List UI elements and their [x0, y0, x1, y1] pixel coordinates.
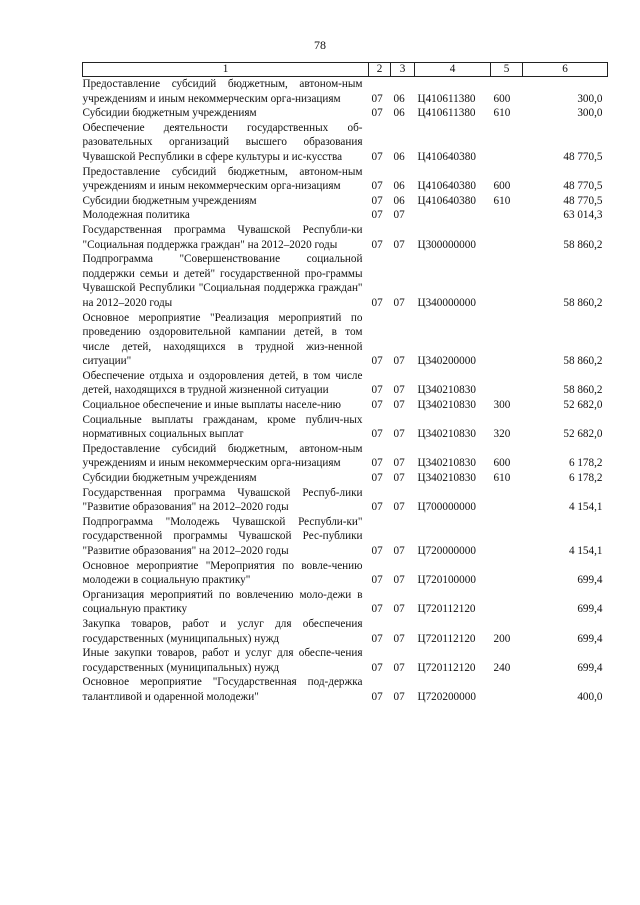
subsection-code: 07: [393, 384, 405, 397]
target-article-code: Ц340210830: [417, 399, 476, 412]
subsection-code: 07: [393, 632, 405, 645]
section-code: 07: [371, 194, 383, 207]
section-code: 07: [371, 632, 383, 645]
target-article-code: Ц410611380: [417, 92, 476, 105]
subsection-code: 07: [393, 399, 405, 412]
expense-type-code: [491, 311, 523, 369]
expense-type-code: 600: [493, 180, 511, 193]
table-header: [83, 63, 608, 77]
target-article-code: Ц340210830: [417, 428, 476, 441]
item-name: Подпрограмма "Совершенствование социальной поддержки семьи и детей" государственной про-граммы Чувашской Республики "Социальная поддержка граждан" на 2012–2020 годы: [82, 253, 363, 309]
amount: 4 154,1: [568, 545, 603, 557]
item-name: Организация мероприятий по вовлечению моло-дежи в социальную практику: [82, 588, 363, 616]
expense-type-code: [491, 208, 523, 223]
target-article-code: Ц340000000: [417, 296, 476, 309]
expense-type-code: [491, 486, 523, 515]
table-row: [83, 398, 608, 413]
expense-type-code: 610: [493, 194, 511, 207]
item-name: Закупка товаров, работ и услуг для обеспечения государственных (муниципальных) нужд: [82, 617, 363, 645]
column-header-1: 1: [83, 63, 369, 77]
table-row: [83, 588, 608, 617]
expense-type-code: [491, 223, 523, 252]
table-row: [83, 165, 608, 194]
item-name: Субсидии бюджетным учреждениям: [82, 107, 257, 120]
item-name: Социальные выплаты гражданам, кроме публич-ных нормативных социальных выплат: [82, 413, 363, 441]
column-header-3: 3: [391, 63, 415, 77]
amount: 699,4: [577, 603, 603, 616]
item-name: Иные закупки товаров, работ и услуг для обеспе-чения государственных (муниципальных) нужд: [82, 647, 363, 674]
item-name: Субсидии бюджетным учреждениям: [82, 194, 257, 207]
section-code: 07: [371, 428, 383, 441]
expense-type-code: 200: [493, 632, 511, 645]
item-name: Государственная программа Чувашской Республи-ки "Социальная поддержка граждан" на 2012–2020 годы: [82, 223, 363, 251]
subsection-code: 07: [393, 472, 405, 485]
amount: 48 770,5: [563, 194, 603, 207]
column-header-2: 2: [369, 63, 391, 77]
amount: 6 178,2: [568, 457, 603, 470]
target-article-code: Ц720112120: [417, 661, 476, 674]
section-code: 07: [371, 501, 383, 514]
table-row: [83, 559, 608, 588]
section-code: 07: [371, 355, 383, 368]
subsection-code: 07: [393, 661, 405, 674]
section-code: 07: [371, 661, 383, 674]
table-row: [83, 675, 608, 704]
expense-type-code: 300: [493, 399, 511, 412]
target-article-code: Ц340210830: [417, 384, 476, 397]
section-code: 07: [371, 238, 383, 251]
section-code: 07: [371, 603, 383, 616]
item-name: Подпрограмма "Молодежь Чувашской Республи-ки" государственной программы Чувашской Рес-публики "Развитие образования" на 2012–2020 годы: [82, 515, 363, 557]
target-article-code: Ц410640380: [417, 180, 476, 193]
subsection-code: 07: [393, 603, 405, 616]
table-row: [83, 413, 608, 442]
table-row: [83, 646, 608, 675]
amount: 58 860,2: [563, 384, 603, 397]
subsection-code: 07: [393, 355, 405, 368]
section-code: 07: [371, 107, 383, 120]
subsection-code: 06: [393, 180, 405, 193]
subsection-code: 07: [393, 209, 405, 222]
target-article-code: Ц700000000: [417, 501, 476, 514]
item-name: Предоставление субсидий бюджетным, автоном-ным учреждениям и иным некоммерческим орга-низациям: [82, 78, 363, 105]
item-name: Обеспечение деятельности государственных об-разовательных организаций высшего образования Чувашской Республики в сфере культуры и ис-кусства: [82, 121, 363, 163]
item-name: Государственная программа Чувашской Респуб-лики "Развитие образования" на 2012–2020 годы: [82, 486, 363, 514]
page-number: 78: [314, 38, 326, 52]
expense-type-code: [491, 121, 523, 165]
section-code: 07: [371, 180, 383, 193]
expense-type-code: [491, 675, 523, 704]
target-article-code: Ц720112120: [417, 603, 476, 616]
table-row: [83, 442, 608, 471]
item-name: Молодежная политика: [82, 209, 190, 222]
column-header-6: 6: [523, 63, 608, 77]
budget-table: [82, 62, 608, 705]
table-body: [83, 77, 608, 705]
target-article-code: Ц340200000: [417, 355, 476, 368]
table-row: [83, 471, 608, 486]
expense-type-code: 610: [493, 107, 511, 120]
item-name: Обеспечение отдыха и оздоровления детей, в том числе детей, находящихся в трудной жизненной ситуации: [82, 369, 363, 397]
target-article-code: Ц410640380: [417, 150, 476, 163]
table-row: [83, 515, 608, 559]
amount: 300,0: [577, 92, 603, 105]
table-row: [83, 369, 608, 398]
expense-type-code: [491, 588, 523, 617]
subsection-code: 07: [393, 296, 405, 309]
table-row: [83, 121, 608, 165]
amount: 52 682,0: [563, 428, 603, 441]
amount: 48 770,5: [563, 180, 603, 193]
item-name: Основное мероприятие "Государственная под-держка талантливой и одаренной молодежи": [82, 676, 363, 703]
subsection-code: 07: [393, 428, 405, 441]
expense-type-code: 240: [493, 661, 511, 674]
header-row: [83, 63, 608, 77]
section-code: 07: [371, 472, 383, 485]
item-name: Предоставление субсидий бюджетным, автоном-ным учреждениям и иным некоммерческим орга-низациям: [82, 165, 363, 193]
section-code: 07: [371, 150, 383, 163]
subsection-code: 07: [393, 690, 405, 703]
section-code: 07: [371, 574, 383, 587]
table-row: [83, 252, 608, 310]
expense-type-code: 320: [493, 428, 511, 441]
section-code: 07: [371, 399, 383, 412]
target-article-code: Ц720200000: [417, 690, 476, 703]
table-row: [83, 208, 608, 223]
item-name: Субсидии бюджетным учреждениям: [82, 472, 257, 485]
expense-type-code: 610: [493, 472, 511, 485]
section-code: 07: [371, 384, 383, 397]
section-code: 07: [371, 545, 383, 557]
item-name: Социальное обеспечение и иные выплаты населе-нию: [82, 399, 342, 412]
subsection-code: 07: [393, 501, 405, 514]
target-article-code: Ц300000000: [417, 238, 476, 251]
table-row: [83, 617, 608, 646]
amount: 699,4: [577, 661, 603, 674]
subsection-code: 06: [393, 150, 405, 163]
expense-type-code: [491, 559, 523, 588]
section-code: 07: [371, 92, 383, 105]
subsection-code: 07: [393, 545, 405, 557]
expense-type-code: [491, 515, 523, 559]
amount: 300,0: [577, 107, 603, 120]
item-name: Основное мероприятие "Реализация мероприятий по проведению оздоровительной кампании детей, в том числе детей, находящихся в трудной жиз-ненной ситуации": [82, 311, 363, 368]
amount: 4 154,1: [568, 501, 603, 514]
amount: 6 178,2: [568, 472, 603, 485]
amount: 58 860,2: [563, 296, 603, 309]
subsection-code: 06: [393, 92, 405, 105]
amount: 699,4: [577, 574, 603, 587]
amount: 63 014,3: [563, 209, 603, 222]
subsection-code: 06: [393, 107, 405, 120]
subsection-code: 07: [393, 574, 405, 587]
target-article-code: Ц720112120: [417, 632, 476, 645]
section-code: 07: [371, 296, 383, 309]
column-header-4: 4: [415, 63, 491, 77]
expense-type-code: 600: [493, 92, 511, 105]
amount: 48 770,5: [563, 150, 603, 163]
table-row: [83, 223, 608, 252]
amount: 58 860,2: [563, 355, 603, 368]
item-name: Предоставление субсидий бюджетным, автоном-ным учреждениям и иным некоммерческим орга-низациям: [82, 442, 363, 470]
expense-type-code: [491, 252, 523, 310]
target-article-code: Ц410611380: [417, 107, 476, 120]
amount: 400,0: [577, 690, 603, 703]
amount: 58 860,2: [563, 238, 603, 251]
table-row: [83, 194, 608, 209]
item-name: Основное мероприятие "Мероприятия по вовле-чению молодежи в социальную практику": [82, 559, 363, 587]
subsection-code: 07: [393, 238, 405, 251]
section-code: 07: [371, 209, 383, 222]
target-article-code: Ц720100000: [417, 574, 476, 587]
target-article-code: Ц340210830: [417, 472, 476, 485]
table-row: [83, 486, 608, 515]
target-article-code: Ц720000000: [417, 545, 476, 557]
table-row: [83, 311, 608, 369]
section-code: 07: [371, 457, 383, 470]
amount: 699,4: [577, 632, 603, 645]
column-header-5: 5: [491, 63, 523, 77]
table-row: [83, 106, 608, 121]
expense-type-code: 600: [493, 457, 511, 470]
target-article-code: [415, 208, 491, 223]
subsection-code: 07: [393, 457, 405, 470]
section-code: 07: [371, 690, 383, 703]
target-article-code: Ц340210830: [417, 457, 476, 470]
expense-type-code: [491, 369, 523, 398]
subsection-code: 06: [393, 194, 405, 207]
target-article-code: Ц410640380: [417, 194, 476, 207]
amount: 52 682,0: [563, 399, 603, 412]
table-row: [83, 77, 608, 107]
